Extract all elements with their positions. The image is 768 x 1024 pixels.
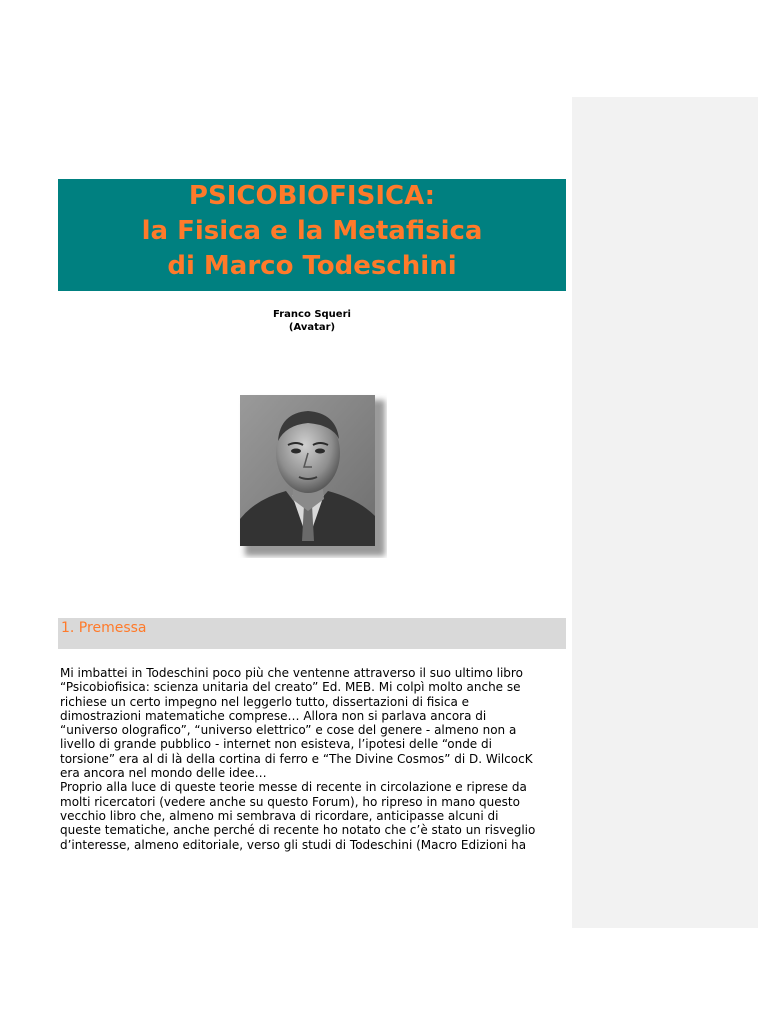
body-line: era ancora nel mondo delle idee… — [60, 766, 267, 781]
author-block — [58, 308, 566, 334]
section-heading-premessa — [58, 618, 566, 649]
title-line-2: la Fisica e la Metafisica — [141, 216, 483, 246]
portrait-photo-icon — [236, 391, 387, 558]
body-line: queste tematiche, anche perché di recente ho notato che c’è stato un risveglio — [60, 823, 536, 838]
author-alias: (Avatar) — [288, 322, 336, 333]
body-line: dimostrazioni matematiche comprese… Allora non si parlava ancora di — [60, 708, 487, 723]
body-line: Proprio alla luce di queste teorie messe di recente in circolazione e riprese da — [60, 780, 527, 795]
body-line: “universo olografico”, “universo elettrico” e cose del genere - almeno non a — [60, 723, 517, 738]
body-line: richiese un certo impegno nel leggerlo tutto, dissertazioni di fisica e — [60, 694, 470, 709]
section-heading-text: 1. Premessa — [61, 620, 147, 636]
body-line: d’interesse, almeno editoriale, verso gli studi di Todeschini (Macro Edizioni ha — [60, 837, 527, 852]
body-line: torsione” era al di là della cortina di ferro e “The Divine Cosmos” di D. WilcocK — [60, 751, 533, 766]
title-banner — [58, 179, 566, 291]
body-line: livello di grande pubblico - internet non esisteva, l’ipotesi delle “onde di — [60, 737, 492, 752]
body-line: vecchio libro che, almeno mi sembrava di ricordare, anticipasse alcuni di — [60, 808, 499, 823]
body-line: molti ricercatori (vedere anche su questo Forum), ho ripreso in mano questo — [60, 794, 520, 809]
body-line: “Psicobiofisica: scienza unitaria del creato” Ed. MEB. Mi colpì molto anche se — [60, 680, 521, 695]
body-line: Mi imbattei in Todeschini poco più che ventenne attraverso il suo ultimo libro — [60, 666, 523, 680]
body-paragraph — [60, 666, 566, 852]
author-name: Franco Squeri — [273, 309, 351, 320]
comment-pane — [572, 97, 758, 928]
title-line-1: PSICOBIOFISICA: — [188, 181, 436, 211]
title-line-3: di Marco Todeschini — [167, 251, 457, 281]
